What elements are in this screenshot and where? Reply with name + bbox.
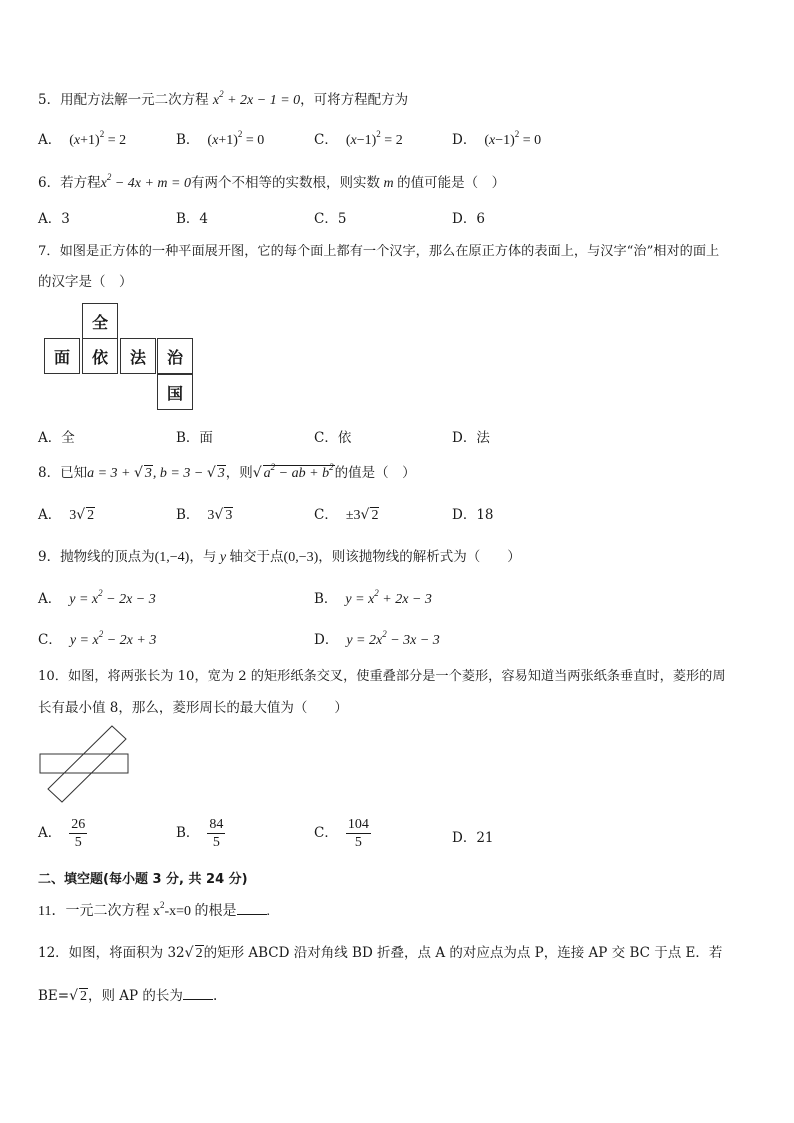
q11-answer-blank[interactable] <box>237 902 267 915</box>
fraction <box>207 816 225 851</box>
q12-period: . <box>212 988 218 1004</box>
q8-option-d[interactable]: D．18 <box>452 507 494 523</box>
net-face-quan: 全 <box>82 303 118 339</box>
net-face-zhi: 治 <box>157 338 193 374</box>
q9-text-mid1: ，与 <box>189 549 217 565</box>
q9-text-prefix: 9．抛物线的顶点为 <box>38 549 155 565</box>
question-6 <box>38 171 505 192</box>
option-label: A． <box>38 507 62 523</box>
question-9 <box>38 545 521 566</box>
q7-option-b[interactable]: B．面 <box>176 430 213 446</box>
q12-line2-prefix: BE= <box>38 988 70 1004</box>
q7-option-d[interactable]: D．法 <box>452 430 490 446</box>
q10-option-b[interactable] <box>176 816 225 851</box>
q12-text-prefix: 12．如图，将面积为 32 <box>38 945 185 961</box>
horizontal-strip <box>40 754 128 773</box>
option-label: A． <box>38 591 62 607</box>
fraction <box>69 816 87 851</box>
q11-text-prefix: 11．一元二次方程 x <box>38 904 160 919</box>
option-label: D． <box>452 132 477 148</box>
option-label: B． <box>314 591 338 607</box>
question-12-line2 <box>38 984 217 1005</box>
q10-option-c[interactable] <box>314 816 371 851</box>
q8-given: a = 3 + √ 3, b = 3 − √ 3 <box>87 465 225 481</box>
q11-text-suffix: -x=0 的根是 <box>164 904 237 919</box>
q6-text-mid: 有两个不相等的实数根，则实数 <box>190 175 380 191</box>
numerator: 84 <box>209 817 224 832</box>
denominator: 5 <box>354 835 362 850</box>
q12-be-value: √ 2 <box>69 988 88 1004</box>
q9-point: (0,−3) <box>283 550 319 565</box>
q12-line2-suffix: ，则 AP 的长为 <box>88 988 183 1004</box>
q9-option-b[interactable]: B． $y = x^2 + 2x - 3$ <box>314 588 432 607</box>
net-face-yi: 依 <box>82 338 118 374</box>
option-label: B． <box>176 132 200 148</box>
denominator: 5 <box>212 835 220 850</box>
q5-option-d[interactable]: D． $(x-1)^2 = 0$ <box>452 129 542 148</box>
option-label: A． <box>38 132 62 148</box>
q8-text-mid: ，则 <box>225 465 253 481</box>
question-5 <box>38 88 408 109</box>
question-10-line1: 10．如图，将两张长为 10，宽为 2 的矩形纸条交叉，使重叠部分是一个菱形，容易知道当两张纸条垂直时，菱形的周 <box>38 669 726 684</box>
section-2-title: 二、填空题(每小题 3 分, 共 24 分) <box>38 872 248 887</box>
option-label: B． <box>176 507 200 523</box>
q5-option-b[interactable]: B． $(x+1)^2 = 0$ <box>176 129 265 148</box>
question-8 <box>38 461 416 482</box>
option-label: C． <box>314 507 338 523</box>
q6-option-c[interactable]: C．5 <box>314 211 347 227</box>
q8-text-suffix: 的值是（ ） <box>334 465 416 481</box>
option-label: C． <box>314 132 338 148</box>
question-11: 11．一元二次方程 $x^2-x=0$ 的根是 . <box>38 900 271 919</box>
q5-text-suffix: ，可将方程配方为 <box>300 92 409 108</box>
q9-text-mid2: 轴交于点 <box>229 549 284 565</box>
q5-text-prefix: 5．用配方法解一元二次方程 <box>38 92 213 108</box>
option-label: B． <box>176 825 200 841</box>
q9-axis-y: y <box>216 550 230 565</box>
q5-option-c[interactable]: C． $(x-1)^2 = 2$ <box>314 129 403 148</box>
q6-text-suffix: 的值可能是（ ） <box>397 175 506 191</box>
option-label: C． <box>314 825 338 841</box>
question-7-line2: 的汉字是（ ） <box>38 274 133 290</box>
option-label: C． <box>38 632 62 648</box>
q8-option-c[interactable]: C． ±3√ 2 <box>314 507 379 523</box>
q7-option-a[interactable]: A．全 <box>38 430 75 446</box>
net-face-mian: 面 <box>44 338 80 374</box>
option-label: A． <box>38 825 62 841</box>
q10-option-a[interactable] <box>38 816 87 851</box>
question-7-line1: 7．如图是正方体的一种平面展开图，它的每个面上都有一个汉字，那么在原正方体的表面上，与汉字“治”相对的面上 <box>38 244 720 259</box>
q9-vertex: (1,−4) <box>154 550 190 565</box>
q10-option-d[interactable]: D．21 <box>452 830 494 846</box>
q8-option-a[interactable]: A． 3√ 2 <box>38 507 95 523</box>
q6-option-a[interactable]: A．3 <box>38 211 70 227</box>
q8-option-b[interactable]: B． 3√ 3 <box>176 507 233 523</box>
crossed-strips-figure <box>38 724 132 804</box>
q9-option-a[interactable]: A． $y = x^2 - 2x - 3$ <box>38 588 156 607</box>
numerator: 26 <box>71 817 86 832</box>
diagonal-strip <box>48 726 126 802</box>
net-face-guo: 国 <box>157 374 193 410</box>
q7-option-c[interactable]: C．依 <box>314 430 352 446</box>
q11-period: . <box>266 904 271 919</box>
q12-answer-blank[interactable] <box>183 987 213 1000</box>
q12-text-suffix: 的矩形 ABCD 沿对角线 BD 折叠，点 A 的对应点为点 P，连接 AP 交 BC 于点 E．若 <box>203 945 723 961</box>
option-label: D． <box>314 632 339 648</box>
q12-sqrt2: √ 2 <box>184 945 203 961</box>
q6-option-b[interactable]: B．4 <box>176 211 209 227</box>
q6-variable-m: m <box>379 176 398 191</box>
q6-text-prefix: 6．若方程 <box>38 175 101 191</box>
q9-option-d[interactable]: D． $y = 2x^2 - 3x - 3$ <box>314 629 440 648</box>
q8-expression: √ $a^2$ − ab + $b^2$ <box>252 462 334 481</box>
q9-text-suffix: ，则该抛物线的解析式为（ ） <box>318 549 521 565</box>
q5-equation: $x^2 + 2x - 1 = 0$ <box>212 89 301 108</box>
denominator: 5 <box>74 835 82 850</box>
question-10-line2: 长有最小值 8，那么，菱形周长的最大值为（ ） <box>38 700 348 716</box>
q9-option-c[interactable]: C． $y = x^2 - 2x + 3$ <box>38 629 157 648</box>
q5-option-a[interactable]: A． $(x+1)^2 = 2$ <box>38 129 127 148</box>
numerator: 104 <box>347 817 369 832</box>
cube-net-figure <box>44 303 196 411</box>
question-12-line1 <box>38 941 722 962</box>
net-face-fa: 法 <box>120 338 156 374</box>
fraction <box>346 816 371 851</box>
q6-option-d[interactable]: D．6 <box>452 211 485 227</box>
q8-text-prefix: 8．已知 <box>38 465 88 481</box>
q6-equation: $x^2 - 4x + m = 0$ <box>100 172 191 191</box>
